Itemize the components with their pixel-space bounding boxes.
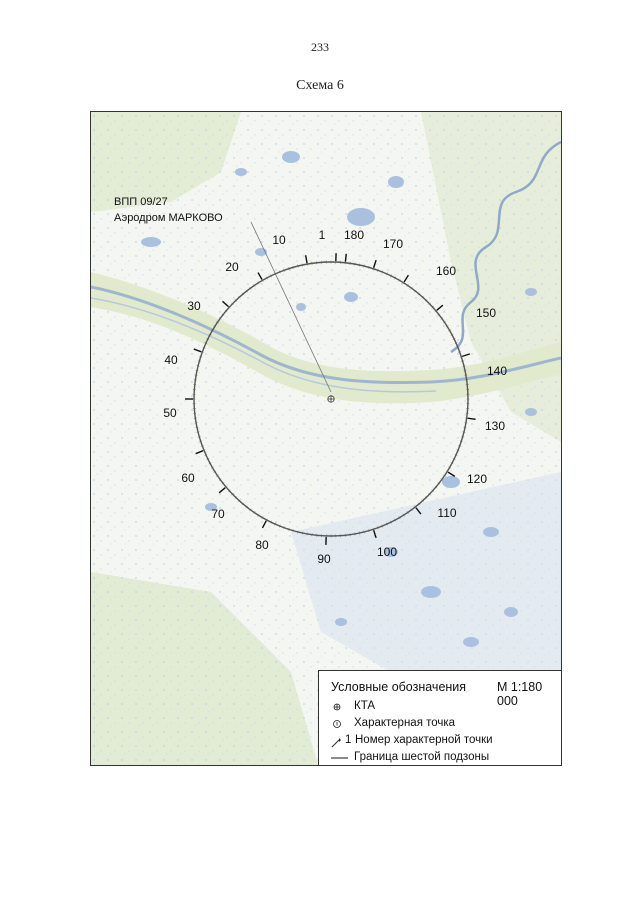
boundary-line-icon xyxy=(331,750,349,766)
legend-label-characteristic-point: Характерная точка xyxy=(354,717,456,729)
legend-label-boundary: Граница шестой подзоны xyxy=(354,751,490,763)
map xyxy=(90,111,562,766)
characteristic-point-icon xyxy=(331,716,349,732)
point-label-160: 160 xyxy=(435,264,457,278)
point-label-20: 20 xyxy=(225,260,239,274)
point-label-40: 40 xyxy=(164,353,178,367)
legend-label-point-number: Номер характерной точки xyxy=(355,734,493,746)
point-label-120: 120 xyxy=(466,472,488,486)
point-label-130: 130 xyxy=(484,419,506,433)
legend xyxy=(318,670,562,766)
point-label-1: 1 xyxy=(318,228,326,242)
legend-title: Условные обозначения xyxy=(331,680,467,694)
map-canvas xyxy=(91,112,561,765)
airport-label: Аэродром МАРКОВО xyxy=(114,212,223,224)
point-label-10: 10 xyxy=(272,233,286,247)
point-label-180: 180 xyxy=(343,228,365,242)
kta-icon xyxy=(331,699,349,715)
map-scale: М 1:180 000 xyxy=(497,680,543,708)
point-label-90: 90 xyxy=(317,552,331,566)
point-label-150: 150 xyxy=(475,306,497,320)
point-label-70: 70 xyxy=(211,507,225,521)
point-label-140: 140 xyxy=(486,364,508,378)
point-label-100: 100 xyxy=(376,545,398,559)
point-label-60: 60 xyxy=(181,471,195,485)
scheme-title: Схема 6 xyxy=(296,78,344,93)
point-marker-arrow xyxy=(345,254,346,262)
point-label-30: 30 xyxy=(187,299,201,313)
page-number: 233 xyxy=(311,40,329,54)
point-label-110: 110 xyxy=(437,506,457,520)
legend-point-number-sample: 1 xyxy=(345,734,352,746)
legend-label-kta: КТА xyxy=(354,700,376,712)
point-label-80: 80 xyxy=(255,538,269,552)
point-label-50: 50 xyxy=(163,406,177,420)
runway-label: ВПП 09/27 xyxy=(114,196,168,208)
point-label-170: 170 xyxy=(382,237,404,251)
